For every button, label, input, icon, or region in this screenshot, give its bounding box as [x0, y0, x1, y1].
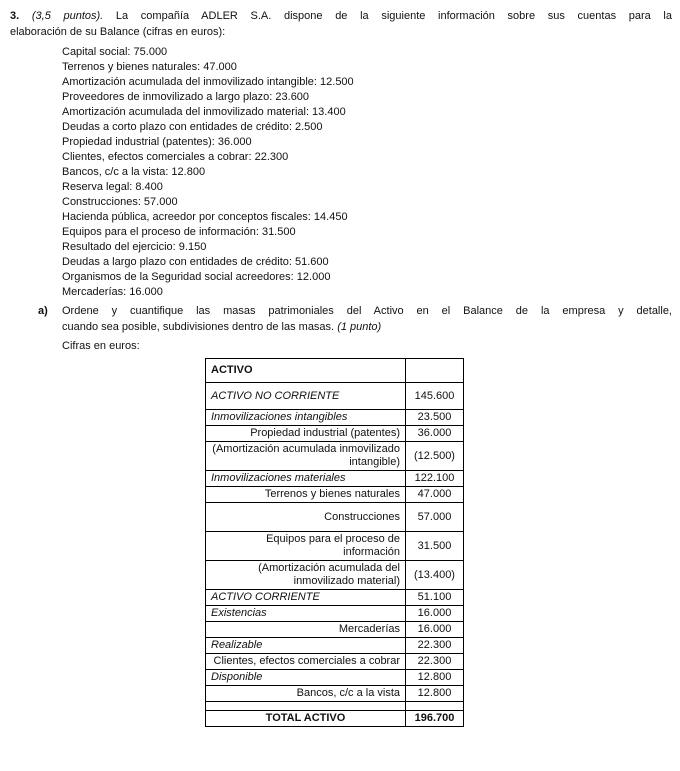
table-row-disponible: [206, 670, 464, 686]
amount-cell: (13.400): [406, 561, 464, 590]
problem-statement-line2: elaboración de su Balance (cifras en euros):: [10, 26, 226, 38]
account-line: Hacienda pública, acreedor por conceptos fiscales: 14.450: [62, 211, 348, 223]
account-line: Amortización acumulada del inmovilizado material: 13.400: [62, 106, 346, 118]
amount-cell: 22.300: [406, 638, 464, 654]
account-label-cell: Construcciones: [206, 503, 406, 532]
account-line: Bancos, c/c a la vista: 12.800: [62, 166, 206, 178]
account-label-cell: (Amortización acumulada inmovilizado intangible): [206, 442, 406, 471]
amount-cell: 22.300: [406, 654, 464, 670]
table-row-spacer: [206, 702, 464, 711]
question-a-label: a): [38, 305, 48, 317]
account-label-cell: Clientes, efectos comerciales a cobrar: [206, 654, 406, 670]
account-line: Reserva legal: 8.400: [62, 181, 163, 193]
account-label-cell: Equipos para el proceso de información: [206, 532, 406, 561]
amount-cell: 57.000: [406, 503, 464, 532]
problem-number: 3.: [10, 10, 20, 22]
activo-table: [205, 358, 464, 727]
account-line: Resultado del ejercicio: 9.150: [62, 241, 207, 253]
account-label-cell: ACTIVO: [206, 359, 406, 383]
question-a-text: [62, 304, 672, 335]
account-line: Clientes, efectos comerciales a cobrar: 22.300: [62, 151, 289, 163]
question-a-line2-text: cuando sea posible, subdivisiones dentro de las masas.: [62, 320, 335, 333]
amount-cell: 36.000: [406, 426, 464, 442]
table-row-amortizacion-intangible: [206, 442, 464, 471]
account-line: Deudas a corto plazo con entidades de crédito: 2.500: [62, 121, 323, 133]
table-row-clientes: [206, 654, 464, 670]
amount-cell: 122.100: [406, 471, 464, 487]
table-row-inmovilizaciones-intangibles: [206, 410, 464, 426]
table-row-equipos-informacion: [206, 532, 464, 561]
account-label-cell: Inmovilizaciones materiales: [206, 471, 406, 487]
table-row-total-activo: [206, 711, 464, 727]
account-line: Propiedad industrial (patentes): 36.000: [62, 136, 252, 148]
units-note: Cifras en euros:: [62, 340, 140, 352]
amount-cell: (12.500): [406, 442, 464, 471]
question-a: [38, 304, 672, 335]
account-label-cell: ACTIVO NO CORRIENTE: [206, 383, 406, 410]
table-row-propiedad-industrial: [206, 426, 464, 442]
table-row-terrenos: [206, 487, 464, 503]
account-label-cell: Inmovilizaciones intangibles: [206, 410, 406, 426]
amount-cell: 196.700: [406, 711, 464, 727]
question-a-line2: [62, 320, 672, 336]
account-line: Terrenos y bienes naturales: 47.000: [62, 61, 237, 73]
amount-cell: [406, 702, 464, 711]
account-line: Organismos de la Seguridad social acreedores: 12.000: [62, 271, 331, 283]
accounts-list: [62, 45, 672, 300]
table-row-realizable: [206, 638, 464, 654]
account-label-cell: Bancos, c/c a la vista: [206, 686, 406, 702]
problem-statement-line1: [10, 8, 672, 24]
table-row-existencias: [206, 606, 464, 622]
problem-intro-text: La compañía ADLER S.A. dispone de la siguiente información sobre sus cuentas para la: [115, 10, 672, 22]
account-line: Proveedores de inmovilizado a largo plazo: 23.600: [62, 91, 310, 103]
amount-cell: 51.100: [406, 590, 464, 606]
account-line: Construcciones: 57.000: [62, 196, 178, 208]
account-label-cell: Terrenos y bienes naturales: [206, 487, 406, 503]
amount-cell: [406, 359, 464, 383]
table-row-construcciones: [206, 503, 464, 532]
problem-points: (3,5 puntos).: [31, 10, 104, 22]
account-line: Mercaderías: 16.000: [62, 286, 163, 298]
amount-cell: 16.000: [406, 606, 464, 622]
account-line: Equipos para el proceso de información: 31.500: [62, 226, 296, 238]
amount-cell: 31.500: [406, 532, 464, 561]
table-row-activo-corriente: [206, 590, 464, 606]
account-label-cell: Realizable: [206, 638, 406, 654]
account-label-cell: [206, 702, 406, 711]
amount-cell: 12.800: [406, 686, 464, 702]
table-row-activo-header: [206, 359, 464, 383]
account-line: Amortización acumulada del inmovilizado intangible: 12.500: [62, 76, 354, 88]
account-label-cell: Disponible: [206, 670, 406, 686]
account-label-cell: Mercaderías: [206, 622, 406, 638]
account-label-cell: ACTIVO CORRIENTE: [206, 590, 406, 606]
table-row-activo-no-corriente: [206, 383, 464, 410]
account-line: Capital social: 75.000: [62, 46, 168, 58]
table-row-amortizacion-material: [206, 561, 464, 590]
account-label-cell: Propiedad industrial (patentes): [206, 426, 406, 442]
amount-cell: 16.000: [406, 622, 464, 638]
question-a-line1: Ordene y cuantifique las masas patrimoniales del Activo en el Balance de la empresa y detalle,: [62, 305, 672, 317]
problem-statement: [10, 8, 672, 40]
table-row-inmovilizaciones-materiales: [206, 471, 464, 487]
amount-cell: 145.600: [406, 383, 464, 410]
account-label-cell: Existencias: [206, 606, 406, 622]
account-line: Deudas a largo plazo con entidades de crédito: 51.600: [62, 256, 329, 268]
amount-cell: 12.800: [406, 670, 464, 686]
account-label-cell: (Amortización acumulada del inmovilizado material): [206, 561, 406, 590]
amount-cell: 23.500: [406, 410, 464, 426]
table-row-bancos: [206, 686, 464, 702]
account-label-cell: TOTAL ACTIVO: [206, 711, 406, 727]
amount-cell: 47.000: [406, 487, 464, 503]
table-row-mercaderias: [206, 622, 464, 638]
question-a-points: (1 punto): [337, 320, 382, 333]
